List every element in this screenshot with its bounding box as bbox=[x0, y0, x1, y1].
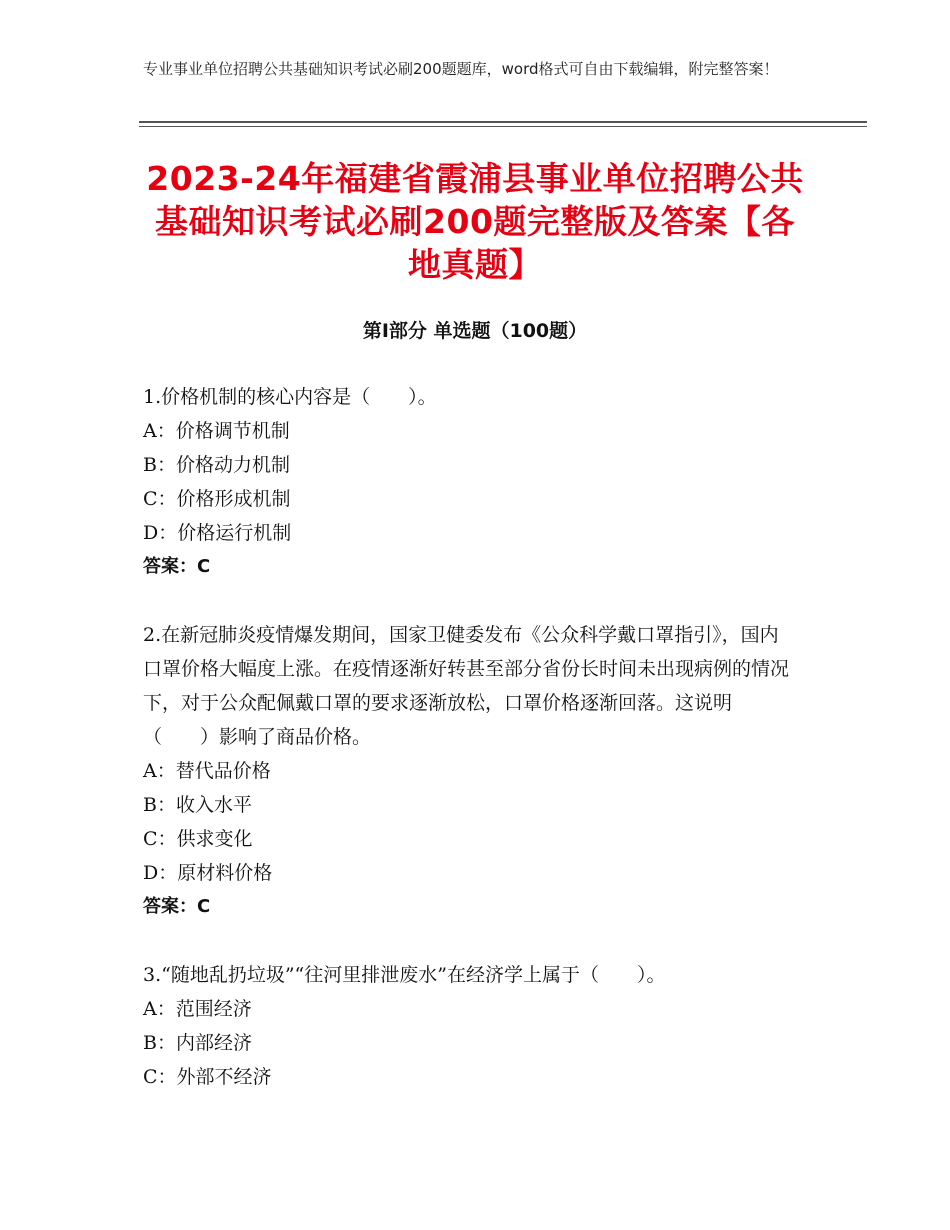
question-1 bbox=[143, 380, 793, 584]
option-c: C：价格形成机制 bbox=[143, 488, 291, 510]
section-title: 第Ⅰ部分 单选题（100题） bbox=[362, 320, 588, 342]
question-text: 2.在新冠肺炎疫情爆发期间，国家卫健委发布《公众科学戴口罩指引》，国内口罩价格大幅度上涨。在疫情逐渐好转甚至部分省份长时间未出现病例的情况下，对于公众配佩戴口罩的要求逐渐放松，口罩价格逐渐回落。这说明（ ）影响了商品价格。 bbox=[143, 624, 790, 748]
header-note: 专业事业单位招聘公共基础知识考试必刷200题题库，word格式可自由下载编辑，附完整答案！ bbox=[143, 60, 779, 78]
option-b: B：内部经济 bbox=[143, 1032, 252, 1054]
answer-value: C bbox=[197, 556, 211, 577]
option-b: B：收入水平 bbox=[143, 794, 252, 816]
answer-line bbox=[143, 890, 793, 924]
option-c: C：外部不经济 bbox=[143, 1066, 272, 1088]
option-d: D：价格运行机制 bbox=[143, 522, 292, 544]
option-b: B：价格动力机制 bbox=[143, 454, 290, 476]
answer-label: 答案： bbox=[143, 896, 197, 917]
document-title: 2023-24年福建省霞浦县事业单位招聘公共基础知识考试必刷200题完整版及答案【各地真题】 bbox=[146, 159, 804, 284]
header-rule-thin bbox=[139, 126, 867, 127]
question-2 bbox=[143, 618, 793, 924]
question-text: 1.价格机制的核心内容是（ ）。 bbox=[143, 386, 437, 408]
answer-value: C bbox=[197, 896, 211, 917]
option-a: A：范围经济 bbox=[143, 998, 252, 1020]
option-a: A：替代品价格 bbox=[143, 760, 271, 782]
question-text: 3.“随地乱扔垃圾”“往河里排泄废水”在经济学上属于（ ）。 bbox=[143, 964, 666, 986]
option-a: A：价格调节机制 bbox=[143, 420, 290, 442]
option-d: D：原材料价格 bbox=[143, 862, 273, 884]
header-rule-thick bbox=[139, 121, 867, 123]
answer-label: 答案： bbox=[143, 556, 197, 577]
option-c: C：供求变化 bbox=[143, 828, 253, 850]
question-3 bbox=[143, 958, 793, 1094]
answer-line bbox=[143, 550, 793, 584]
question-list bbox=[143, 380, 793, 1128]
